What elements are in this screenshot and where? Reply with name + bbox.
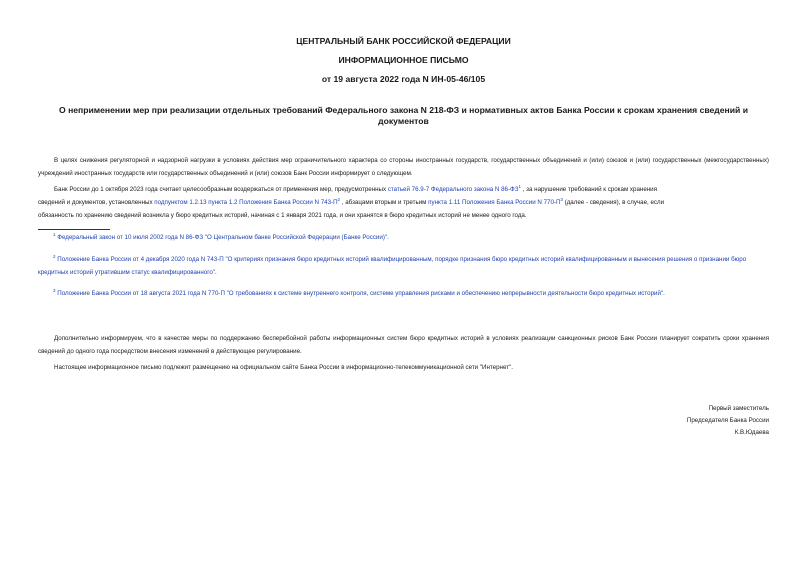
- signature-position-2: Председателя Банка России: [686, 417, 769, 424]
- p2-text-3: сведений и документов, установленных: [38, 199, 155, 206]
- footnote-1-number: 1: [53, 231, 56, 237]
- footnote-separator: [38, 229, 110, 230]
- document-date-number: от 19 августа 2022 года N ИН-05-46/105: [321, 74, 486, 84]
- footnote-1[interactable]: [53, 232, 769, 245]
- p2-text-5: (далее - сведения), в случае, если: [562, 199, 665, 206]
- document-type: ИНФОРМАЦИОННОЕ ПИСЬМО: [338, 55, 469, 65]
- issuer-title: ЦЕНТРАЛЬНЫЙ БАНК РОССИЙСКОЙ ФЕДЕРАЦИИ: [296, 36, 511, 46]
- body-paragraph-2-line-1: [54, 185, 657, 195]
- footnote-2[interactable]: [38, 254, 769, 279]
- footnote-ref-1[interactable]: 1: [518, 183, 522, 189]
- footnote-ref-3[interactable]: 3: [560, 196, 563, 202]
- p2-text-1: Банк России до 1 октября 2023 года считает целесообразным воздержаться от применения мер, предусмотренных: [54, 186, 388, 193]
- regulation-743-p-link[interactable]: подпунктом 1.2.13 пункта 1.2 Положения Банка России N 743-П: [154, 199, 338, 206]
- body-paragraph-4: Настоящее информационное письмо подлежит размещению на официальном сайте Банка России в информационно-телекоммуникационной сети "Интернет".: [54, 364, 513, 371]
- footnote-3[interactable]: [53, 288, 769, 301]
- footnote-3-text: Положение Банка России от 18 августа 2021 года N 770-П "О требованиях к системе внутреннего контроля, системе управления рисками и обеспечению непрерывности деятельности бюро кредитных историй".: [57, 290, 665, 297]
- footnote-2-number: 2: [53, 253, 56, 259]
- body-paragraph-2-line-2: [38, 198, 664, 208]
- p2-text-2: , за нарушение требований к срокам хранения: [521, 186, 657, 193]
- body-paragraph-3: Дополнительно информируем, что в качестве меры по поддержанию бесперебойной работы информационных систем бюро кредитных историй в условиях реализации санкционных рисков Банк России планирует сократить сроки хранения сведений до одного года посредством внесения изменений в действующее регулирование.: [38, 335, 769, 355]
- body-paragraph-2-line-3: обязанность по хранению сведений возникла у бюро кредитных историй, начиная с 1 января 2021 года, и они хранятся в бюро кредитных историй не менее одного года.: [38, 212, 527, 219]
- body-paragraph-1: В целях снижения регуляторной и надзорной нагрузки в условиях действия мер ограничительного характера со стороны иностранных государств, государственных объединений и (или) союзов и (или) государственных (межгосударственных) учреждений иностранных государств или государственных объединений и (или) союзов Банк России информирует о следующем.: [38, 157, 769, 177]
- law-86-fz-article-link[interactable]: статьей 76.9-7 Федерального закона N 86-ФЗ: [387, 186, 519, 193]
- p2-text-4: , абзацами вторым и третьим: [340, 199, 429, 206]
- footnote-3-number: 3: [53, 287, 56, 293]
- footnote-ref-2[interactable]: 2: [337, 196, 341, 202]
- document-subject: О неприменении мер при реализации отдельных требований Федерального закона N 218-ФЗ и нормативных актов Банка России к срокам хранения сведений и документов: [59, 105, 748, 126]
- signature-name: К.В.Юдаева: [734, 429, 769, 436]
- footnote-1-text: Федеральный закон от 10 июля 2002 года N 86-ФЗ "О Центральном банке Российской Федерации (Банке России)".: [57, 234, 389, 241]
- footnote-2-text: Положение Банка России от 4 декабря 2020 года N 743-П "О критериях признания бюро кредитных историй квалифицированным, порядке признания бюро кредитных историй квалифицированным и вынесения решения о признании бюро кредитных историй утратившим статус квалифицированного".: [38, 256, 747, 276]
- signature-position-1: Первый заместитель: [708, 405, 769, 412]
- regulation-770-p-link[interactable]: пункта 1.11 Положения Банка России N 770-П: [428, 199, 561, 206]
